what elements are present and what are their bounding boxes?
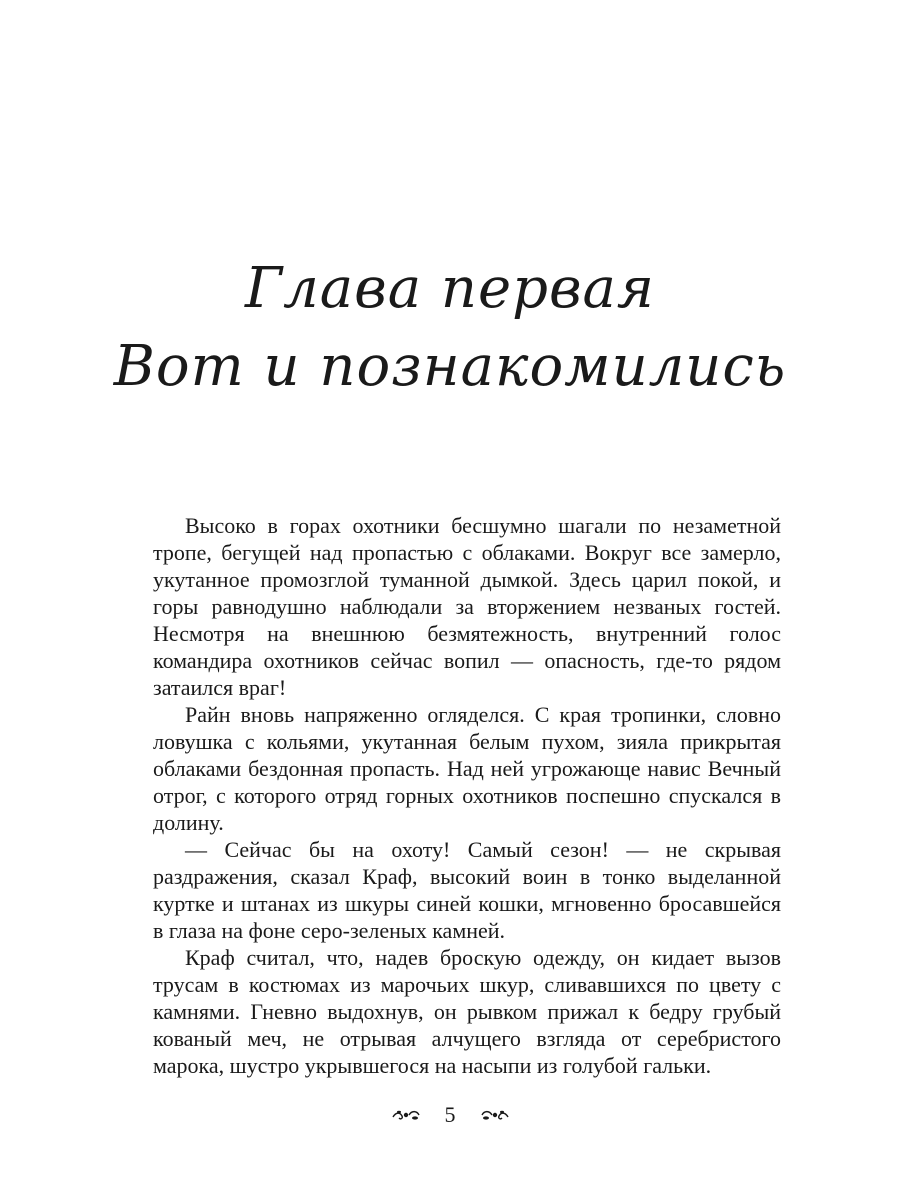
chapter-heading <box>0 250 900 406</box>
chapter-title: Вот и познакомились <box>113 334 787 399</box>
paragraph: Краф считал, что, надев броскую одежду, он кидает вызов трусам в костюмах из марочьих шкур, сливавшихся по цвету с камнями. Гневно выдохнув, он рывком прижал к бедру грубый кованый меч, не отрывая алчущего взгляда от серебристого марока, шустро укрывшегося на насыпи из голубой гальки. <box>153 945 781 1078</box>
paragraph: Райн вновь напряженно огляделся. С края тропинки, словно ловушка с кольями, укутанная белым пухом, зияла прикрытая облаками бездонная пропасть. Над ней угрожающе навис Вечный отрог, с которого отряд горных охотников поспешно спускался в долину. <box>153 702 781 835</box>
paragraph: Высоко в горах охотники бесшумно шагали по незаметной тропе, бегущей над пропастью с облаками. Вокруг все замерло, укутанное промозглой туманной дымкой. Здесь царил покой, и горы равнодушно наблюдали за вторжением незваных гостей. Несмотря на внешнюю безмятежность, внутренний голос командира охотников сейчас вопил — опасность, где-то рядом затаился враг! <box>153 513 781 700</box>
chapter-number: Глава первая <box>244 256 655 321</box>
page-footer <box>0 1097 900 1133</box>
page-number: 5 <box>444 1102 456 1127</box>
paragraph: — Сейчас бы на охоту! Самый сезон! — не скрывая раздражения, сказал Краф, высокий воин в тонко выделанной куртке и штанах из шкуры синей кошки, мгновенно бросавшейся в глаза на фоне серо-зеленых камней. <box>153 837 781 943</box>
body-text <box>153 512 781 1079</box>
floral-ornament-icon <box>391 1108 423 1122</box>
floral-ornament-icon <box>478 1108 510 1122</box>
